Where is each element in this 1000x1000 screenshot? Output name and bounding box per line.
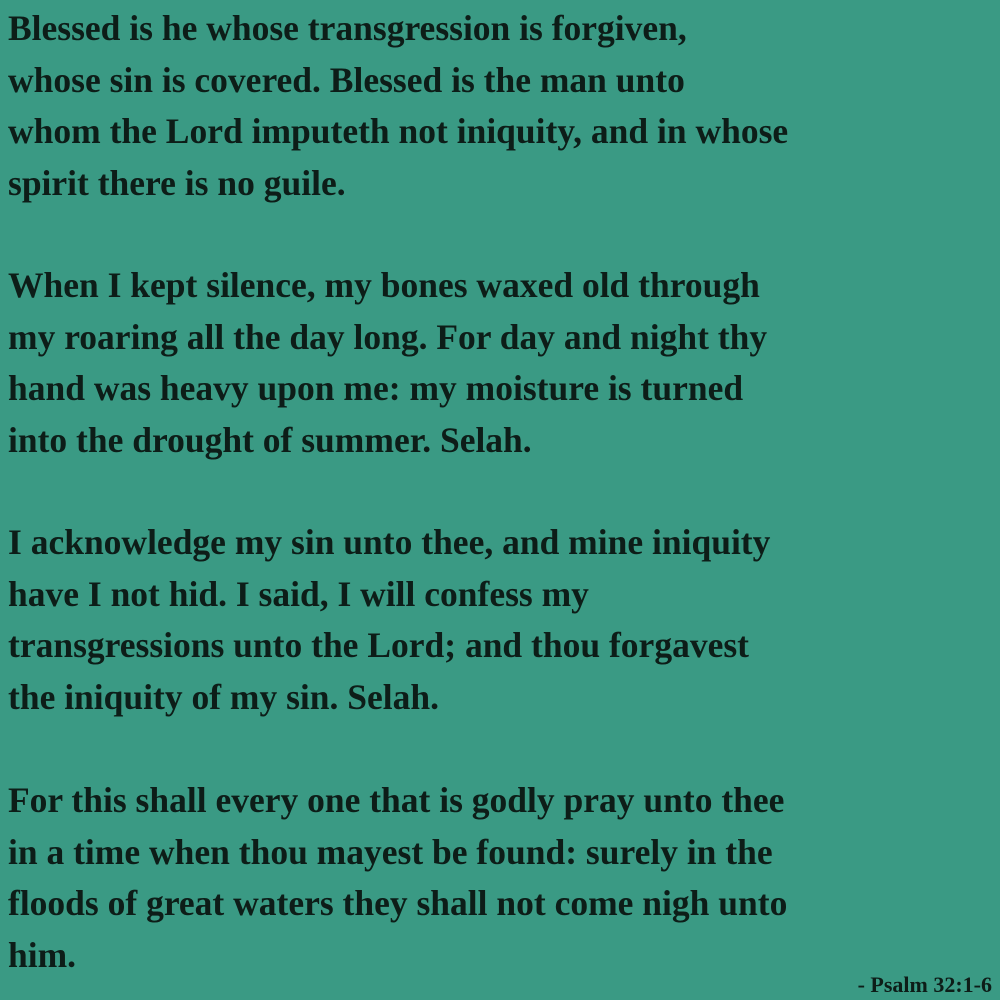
verse-line: the iniquity of my sin. Selah.: [8, 676, 440, 717]
verse-line: For this shall every one that is godly pray unto thee: [8, 780, 785, 820]
verse-line: I acknowledge my sin unto thee, and mine iniquity: [8, 522, 771, 562]
verse-line: in a time when thou mayest be found: surely in the: [8, 831, 773, 872]
verse-line: him.: [8, 934, 77, 975]
verse-line: spirit there is no guile.: [8, 162, 346, 203]
verse-line: my roaring all the day long. For day and night thy: [8, 316, 768, 357]
verse-line: Blessed is he whose transgression is forgiven,: [8, 8, 687, 48]
verse-line: hand was heavy upon me: my moisture is turned: [8, 368, 744, 409]
verse-line: whom the Lord imputeth not iniquity, and in whose: [8, 111, 789, 152]
verse-paragraph-3: [8, 517, 998, 723]
verse-line: transgressions unto the Lord; and thou forgavest: [8, 625, 749, 666]
verse-paragraph-1: [8, 3, 998, 209]
verse-line: have I not hid. I said, I will confess my: [8, 573, 589, 614]
verse-line: into the drought of summer. Selah.: [8, 419, 532, 460]
verse-line: whose sin is covered. Blessed is the man unto: [8, 59, 685, 100]
verse-paragraph-4: [8, 775, 998, 981]
verse-line: When I kept silence, my bones waxed old through: [8, 265, 760, 305]
verse-line: floods of great waters they shall not come nigh unto: [8, 883, 788, 924]
verse-paragraph-2: [8, 260, 998, 466]
verse-citation: - Psalm 32:1-6: [857, 972, 992, 997]
